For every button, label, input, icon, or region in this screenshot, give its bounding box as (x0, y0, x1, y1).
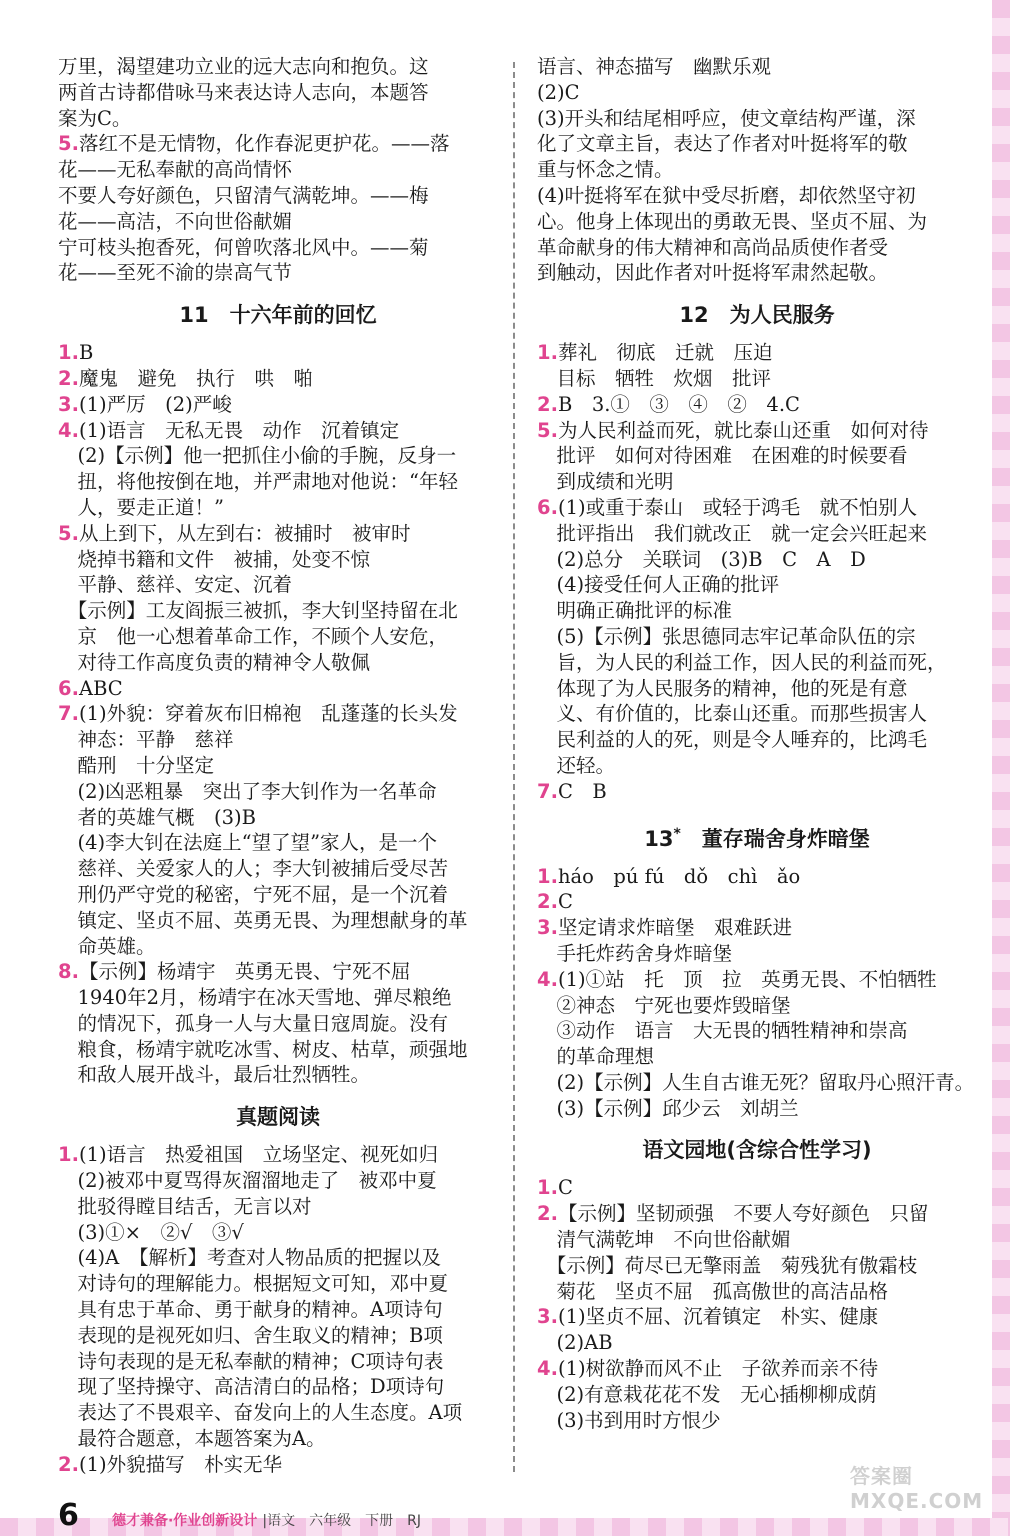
answer-line (58, 959, 498, 985)
right-column (537, 54, 977, 1433)
answer-text: (1)外貌描写 朴实无华 (78, 1452, 283, 1476)
answer-line: 心。他身上体现出的勇敢无畏、坚贞不屈、为 (537, 209, 928, 233)
answer-text: 明确正确批评的标准 (537, 599, 733, 623)
answer-line (58, 1349, 498, 1375)
question-number: 1. (58, 1143, 79, 1167)
answer-line (58, 753, 498, 779)
answer-line (537, 1096, 977, 1122)
footer (58, 1498, 421, 1533)
section-title: 真题阅读 (236, 1105, 320, 1130)
question-number: 3. (537, 916, 558, 940)
answer-line (58, 495, 498, 521)
answer-text: (3)①× ②√ ③√ (58, 1220, 244, 1244)
answer-line: 重与怀念之情。 (537, 158, 674, 182)
answer-text: 菊花 坚贞不屈 孤高傲世的高洁品格 (537, 1279, 889, 1303)
answer-text: (1)①站 托 顶 拉 英勇无畏、不怕牺牲 (557, 967, 937, 991)
answer-line: (4)叶挺将军在狱中受尽折磨，却依然坚守初 (537, 183, 916, 207)
answer-text: 手托炸药舍身炸暗堡 (537, 941, 733, 965)
answer-line (537, 676, 977, 702)
answer-line (537, 993, 977, 1019)
question-number: 2. (537, 890, 558, 914)
answer-text: (2)有意栽花花不发 无心插柳柳成荫 (537, 1382, 877, 1406)
answer-text: ③动作 语言 大无畏的牺牲精神和崇高 (537, 1019, 908, 1043)
answer-line (58, 934, 498, 960)
answer-text: (1)外貌：穿着灰布旧棉袍 乱蓬蓬的长头发 (78, 702, 458, 726)
answer-text: (4)A 【解析】考查对人物品质的把握以及 (58, 1246, 441, 1270)
answer-line (58, 1426, 498, 1452)
answer-text: C (557, 1176, 573, 1200)
answer-line (58, 392, 498, 418)
answer-line (537, 864, 977, 890)
answer-line (537, 941, 977, 967)
answer-text: 粮食，杨靖宇就吃冰雪、树皮、枯草，顽强地 (58, 1037, 468, 1061)
lesson-number: 13 (644, 826, 674, 851)
section-title: 11 十六年前的回忆 (179, 303, 377, 328)
answer-line: 花——无私奉献的高尚情怀 (58, 158, 293, 182)
question-number: 3. (537, 1305, 558, 1329)
answer-line (537, 779, 977, 805)
answer-text: 烧掉书籍和文件 被捕，处变不惊 (58, 547, 371, 571)
question-number: 1. (537, 1176, 558, 1200)
answer-text: (1)坚贞不屈、沉着镇定 朴实、健康 (557, 1305, 879, 1329)
answer-text: 酷刑 十分坚定 (58, 753, 215, 777)
answer-text: ABC (78, 676, 123, 700)
answer-line (58, 443, 498, 469)
question-number: 4. (58, 418, 79, 442)
answer-line (537, 1018, 977, 1044)
answer-line: (2)C (537, 80, 580, 104)
answer-line (537, 1356, 977, 1382)
decorative-border-right (992, 0, 1010, 1536)
answer-line (537, 967, 977, 993)
answer-text: 目标 牺牲 炊烟 批评 (537, 366, 772, 390)
answer-line (537, 1330, 977, 1356)
answer-text: (1)语言 热爱祖国 立场坚定、视死如归 (78, 1143, 439, 1167)
answer-text: (3)书到用时方恨少 (537, 1408, 721, 1432)
answer-line (58, 1037, 498, 1063)
answer-line (537, 469, 977, 495)
answer-text: ②神态 宁死也要炸毁暗堡 (537, 993, 791, 1017)
answer-text: B (78, 341, 106, 365)
answer-text: C B (557, 779, 607, 803)
answer-text: 【示例】坚韧顽强 不要人夸好颜色 只留 (557, 1202, 929, 1226)
answer-text: 慈祥、关爱家人的人；李大钊被捕后受尽苦 (58, 857, 449, 881)
answer-text: 批评 如何对待困难 在困难的时候要看 (537, 444, 908, 468)
answer-line (58, 1011, 498, 1037)
answer-line (537, 418, 977, 444)
section-title: 语文园地(含综合性学习) (642, 1138, 872, 1163)
section-title (537, 819, 977, 854)
question-number: 4. (537, 1357, 558, 1381)
answer-line (58, 882, 498, 908)
answer-text: 具有忠于革命、勇于献身的精神。A项诗句 (58, 1298, 443, 1322)
answer-text: 魔鬼 避免 执行 哄 啪 (78, 366, 313, 390)
answer-line (58, 1271, 498, 1297)
answer-line (537, 366, 977, 392)
answer-text: (5)【示例】张思德同志牢记革命队伍的宗 (537, 624, 916, 648)
answer-line: 化了文章主旨，表达了作者对叶挺将军的敬 (537, 132, 908, 156)
answer-line (58, 830, 498, 856)
question-number: 1. (537, 864, 558, 888)
page-number: 6 (58, 1498, 79, 1533)
answer-line (58, 1062, 498, 1088)
question-number: 8. (58, 960, 79, 984)
answer-text: 批驳得瞠目结舌，无言以对 (58, 1194, 312, 1218)
question-number: 2. (537, 1202, 558, 1226)
answer-line (58, 805, 498, 831)
answer-line (58, 727, 498, 753)
optional-mark: * (673, 825, 681, 842)
answer-text: 民利益的人的死，则是令人唾弃的，比鸿毛 (537, 728, 928, 752)
answer-text: 和敌人展开战斗，最后壮烈牺牲。 (58, 1063, 371, 1087)
answer-line: (3)开头和结尾相呼应，使文章结构严谨，深 (537, 106, 916, 130)
answer-line (537, 572, 977, 598)
answer-text: 最符合题意，本题答案为A。 (58, 1427, 326, 1451)
answer-line (58, 572, 498, 598)
answer-line (58, 908, 498, 934)
question-number: 7. (58, 702, 79, 726)
answer-text: (2)AB (537, 1331, 613, 1355)
answer-text: 批评指出 我们就改正 就一定会兴旺起来 (537, 521, 928, 545)
answer-line: 案为C。 (58, 106, 132, 130)
answer-line (537, 495, 977, 521)
answer-line: 花——至死不渝的崇高气节 (58, 261, 293, 285)
answer-line (537, 1304, 977, 1330)
answer-text: 刑仍严守党的秘密，宁死不屈，是一个沉着 (58, 882, 449, 906)
answer-line (58, 1220, 498, 1246)
question-number: 4. (537, 967, 558, 991)
answer-line (537, 598, 977, 624)
answer-text: C (557, 890, 573, 914)
answer-line (58, 701, 498, 727)
answer-line: 语言、神态描写 幽默乐观 (537, 55, 772, 78)
answer-line (537, 547, 977, 573)
answer-line (537, 701, 977, 727)
answer-line (58, 676, 498, 702)
answer-line (537, 1227, 977, 1253)
answer-line: 万里，渴望建功立业的远大志向和抱负。这 (58, 55, 429, 78)
answer-text: B 3.① ③ ④ ② 4.C (557, 392, 800, 416)
answer-text: (2)【示例】他一把抓住小偷的手腕，反身一 (58, 444, 457, 468)
answer-text: 人，要走正道！” (58, 495, 224, 519)
answer-text: 到成绩和光明 (537, 470, 674, 494)
question-number: 2. (58, 1452, 79, 1476)
question-number: 2. (537, 392, 558, 416)
answer-line (58, 418, 498, 444)
answer-text: 从上到下，从左到右：被捕时 被审时 (78, 521, 411, 545)
answer-line (58, 650, 498, 676)
answer-text: 落红不是无情物，化作春泥更护花。——落 (78, 132, 450, 156)
answer-text: 对诗句的理解能力。根据短文可知，邓中夏 (58, 1272, 449, 1296)
question-number: 3. (58, 392, 79, 416)
answer-text: 者的英雄气概 (3)B (58, 805, 256, 829)
answer-line: 革命献身的伟大精神和高尚品质使作者受 (537, 235, 889, 259)
answer-text: 对待工作高度负责的精神令人敬佩 (58, 650, 371, 674)
section-title: 12 为人民服务 (679, 303, 835, 328)
answer-text: 的革命理想 (537, 1045, 655, 1069)
answer-text: 还轻。 (537, 753, 616, 777)
question-number: 6. (58, 676, 79, 700)
answer-line (537, 889, 977, 915)
answer-text: 体现了为人民服务的精神，他的死是有意 (537, 676, 908, 700)
answer-line (537, 340, 977, 366)
answer-line (58, 1400, 498, 1426)
answer-line (58, 1297, 498, 1323)
answer-line: 花——高洁，不向世俗献媚 (58, 209, 293, 233)
answer-line (58, 1168, 498, 1194)
answer-line (58, 521, 498, 547)
answer-line (58, 779, 498, 805)
answer-text: 【示例】工友阎振三被抓，李大钊坚持留在北 (58, 599, 458, 623)
answer-text: 神态：平静 慈祥 (58, 728, 234, 752)
answer-text: (2)被邓中夏骂得灰溜溜地走了 被邓中夏 (58, 1169, 437, 1193)
answer-line (537, 624, 977, 650)
answer-line (58, 1142, 498, 1168)
answer-line: 到触动，因此作者对叶挺将军肃然起敬。 (537, 261, 889, 285)
answer-text: 平静、慈祥、安定、沉着 (58, 573, 293, 597)
answer-text: (3)【示例】邱少云 刘胡兰 (537, 1096, 799, 1120)
answer-line (58, 624, 498, 650)
answer-text: 义、有价值的，比泰山还重。而那些损害人 (537, 702, 928, 726)
answer-text: 命英雄。 (58, 934, 156, 958)
question-number: 6. (537, 495, 558, 519)
answer-text: 旨，为人民的利益工作，因人民的利益而死， (537, 650, 947, 674)
answer-text: háo pú fú dǒ chì ǎo (557, 864, 801, 888)
question-number: 7. (537, 779, 558, 803)
answer-line (537, 727, 977, 753)
answer-text: (1)严厉 (2)严峻 (78, 392, 232, 416)
answer-text: 京 他一心想着革命工作，不顾个人安危， (58, 624, 449, 648)
answer-line (537, 392, 977, 418)
answer-text: 坚定请求炸暗堡 艰难跃进 (557, 916, 792, 940)
answer-text: 清气满乾坤 不向世俗献媚 (537, 1228, 791, 1252)
answer-line (537, 1201, 977, 1227)
answer-line (58, 547, 498, 573)
answer-line (58, 131, 498, 157)
answer-line (58, 1194, 498, 1220)
answer-line (58, 856, 498, 882)
answer-text: (4)接受任何人正确的批评 (537, 573, 780, 597)
answer-line (58, 340, 498, 366)
answer-text: 表现的是视死如归、舍生取义的精神；B项 (58, 1323, 443, 1347)
answer-text: 扭，将他按倒在地，并严肃地对他说：“年轻 (58, 470, 458, 494)
answer-text: 【示例】荷尽已无擎雨盖 菊残犹有傲霜枝 (537, 1253, 918, 1277)
question-number: 5. (537, 418, 558, 442)
answer-line (58, 469, 498, 495)
answer-line (58, 1374, 498, 1400)
question-number: 1. (58, 341, 79, 365)
answer-line: 两首古诗都借咏马来表达诗人志向，本题答 (58, 80, 429, 104)
answer-line (537, 1253, 977, 1279)
question-number: 5. (58, 521, 79, 545)
answer-line (58, 366, 498, 392)
watermark-stamp: 答案圈 MXQE.COM (850, 1463, 984, 1513)
answer-line (537, 1175, 977, 1201)
answer-text: (1)树欲静而风不止 子欲养而亲不待 (557, 1357, 879, 1381)
answer-line (537, 650, 977, 676)
answer-text: (1)语言 无私无畏 动作 沉着镇定 (78, 418, 400, 442)
question-number: 2. (58, 366, 79, 390)
question-number: 5. (58, 132, 79, 156)
answer-text: (2)【示例】人生自古谁无死？留取丹心照汗青。 (537, 1070, 975, 1094)
answer-line (58, 598, 498, 624)
question-number: 1. (537, 341, 558, 365)
answer-text: 葬礼 彻底 迁就 压迫 (557, 341, 773, 365)
answer-line (537, 753, 977, 779)
answer-text: 表达了不畏艰辛、奋发向上的人生态度。A项 (58, 1401, 463, 1425)
answer-line (58, 1245, 498, 1271)
answer-line: 不要人夸好颜色，只留清气满乾坤。——梅 (58, 183, 429, 207)
answer-line (58, 985, 498, 1011)
answer-text: (2)凶恶粗暴 突出了李大钊作为一名革命 (58, 779, 437, 803)
answer-text: 【示例】杨靖宇 英勇无畏、宁死不屈 (78, 960, 411, 984)
answer-text: 的情况下，孤身一人与大量日寇周旋。没有 (58, 1011, 449, 1035)
answer-text: 镇定、坚贞不屈、英勇无畏、为理想献身的革 (58, 908, 468, 932)
answer-text: (2)总分 关联词 (3)B C A D (537, 547, 866, 571)
left-column (58, 54, 498, 1478)
answer-line (58, 1323, 498, 1349)
answer-line (537, 1070, 977, 1096)
answer-text: 1940年2月，杨靖宇在冰天雪地、弹尽粮绝 (58, 986, 452, 1010)
answer-line (537, 915, 977, 941)
answer-line (537, 1279, 977, 1305)
answer-line (537, 1382, 977, 1408)
answer-text: (1)或重于泰山 或轻于鸿毛 就不怕别人 (557, 495, 918, 519)
answer-line (537, 521, 977, 547)
book-title: 德才兼备·作业创新设计 (111, 1513, 258, 1529)
book-info: |语文 六年级 下册 RJ (262, 1513, 421, 1529)
answer-text: 为人民利益而死，就比泰山还重 如何对待 (557, 418, 929, 442)
answer-line (537, 1044, 977, 1070)
column-divider (513, 62, 515, 1472)
answer-line (537, 1408, 977, 1434)
answer-text: 现了坚持操守、高洁清白的品格；D项诗句 (58, 1375, 445, 1399)
answer-text: 诗句表现的是无私奉献的精神；C项诗句表 (58, 1349, 444, 1373)
answer-line: 宁可枝头抱香死，何曾吹落北风中。——菊 (58, 235, 429, 259)
lesson-title: 董存瑞舍身炸暗堡 (680, 826, 870, 851)
answer-line (537, 443, 977, 469)
answer-text: (4)李大钊在法庭上“望了望”家人，是一个 (58, 831, 438, 855)
answer-line (58, 1452, 498, 1478)
